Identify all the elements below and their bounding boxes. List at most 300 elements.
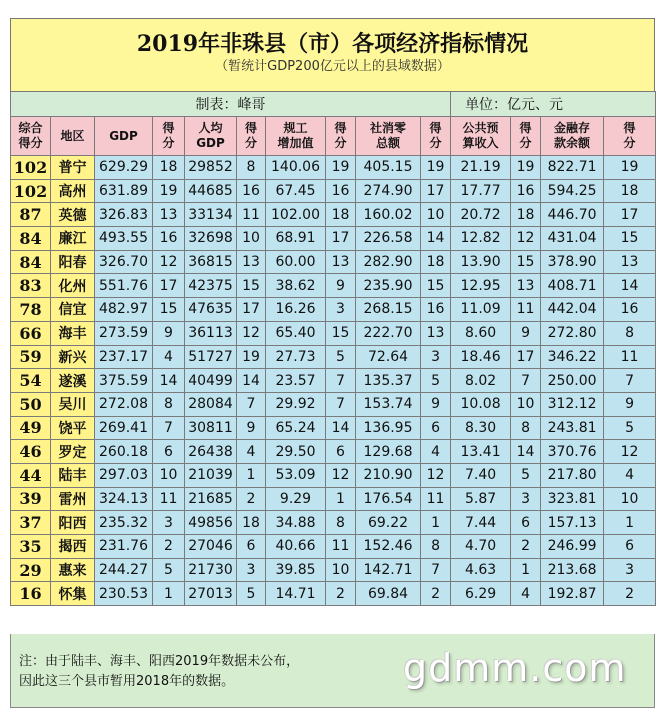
value-cell: 8.30 [451,416,511,440]
value-cell: 8 [421,535,451,559]
value-cell: 33134 [185,203,237,227]
table-row [11,369,656,393]
value-cell: 18 [153,156,185,180]
region-cell: 雷州 [51,487,95,511]
value-cell: 9 [421,392,451,416]
value-cell: 18.46 [451,345,511,369]
column-header-line: 人均 [198,121,223,135]
value-cell: 260.18 [95,440,153,464]
region-cell: 遂溪 [51,369,95,393]
column-header [604,117,656,156]
value-cell: 65.40 [266,321,326,345]
value-cell: 5 [326,345,356,369]
value-cell: 29852 [185,156,237,180]
total-score-cell: 87 [11,203,51,227]
value-cell: 49856 [185,511,237,535]
value-cell: 21.19 [451,156,511,180]
value-cell: 16 [237,179,266,203]
value-cell: 15 [421,274,451,298]
value-cell: 17.77 [451,179,511,203]
region-cell: 阳西 [51,511,95,535]
value-cell: 5 [153,558,185,582]
column-header [541,117,604,156]
value-cell: 27.73 [266,345,326,369]
value-cell: 3 [237,558,266,582]
value-cell: 14 [326,416,356,440]
value-cell: 5 [604,416,656,440]
table-row [11,535,656,559]
region-cell: 化州 [51,274,95,298]
value-cell: 244.27 [95,558,153,582]
value-cell: 23.57 [266,369,326,393]
value-cell: 235.32 [95,511,153,535]
value-cell: 7 [326,392,356,416]
value-cell: 40.66 [266,535,326,559]
value-cell: 3 [153,511,185,535]
value-cell: 7 [511,369,541,393]
value-cell: 17 [421,179,451,203]
value-cell: 17 [237,298,266,322]
value-cell: 493.55 [95,227,153,251]
value-cell: 10 [326,558,356,582]
value-cell: 16 [511,179,541,203]
value-cell: 12.95 [451,274,511,298]
table-row [11,250,656,274]
value-cell: 192.87 [541,582,604,606]
column-header-line: GDP [196,136,225,150]
value-cell: 10.08 [451,392,511,416]
value-cell: 44685 [185,179,237,203]
value-cell: 7 [237,392,266,416]
value-cell: 226.58 [356,227,421,251]
region-cell: 高州 [51,179,95,203]
total-score-cell: 83 [11,274,51,298]
value-cell: 6 [153,440,185,464]
value-cell: 326.83 [95,203,153,227]
value-cell: 51727 [185,345,237,369]
table-row [11,298,656,322]
region-cell: 饶平 [51,416,95,440]
value-cell: 346.22 [541,345,604,369]
value-cell: 28084 [185,392,237,416]
value-cell: 14 [511,440,541,464]
value-cell: 13 [153,203,185,227]
value-cell: 65.24 [266,416,326,440]
value-cell: 4 [511,582,541,606]
value-cell: 19 [153,179,185,203]
value-cell: 38.62 [266,274,326,298]
footnote-text [19,652,299,692]
value-cell: 29.92 [266,392,326,416]
value-cell: 237.17 [95,345,153,369]
value-cell: 8.02 [451,369,511,393]
value-cell: 27046 [185,535,237,559]
value-cell: 21685 [185,487,237,511]
table-row [11,463,656,487]
value-cell: 5 [237,582,266,606]
total-score-cell: 84 [11,227,51,251]
value-cell: 8 [153,392,185,416]
value-cell: 7 [153,416,185,440]
column-header-line: 分 [429,136,442,150]
value-cell: 12 [604,440,656,464]
region-cell: 罗定 [51,440,95,464]
value-cell: 217.80 [541,463,604,487]
table-row [11,227,656,251]
value-cell: 13 [511,274,541,298]
column-header-line: 分 [162,136,175,150]
total-score-cell: 54 [11,369,51,393]
value-cell: 140.06 [266,156,326,180]
table-row [11,345,656,369]
value-cell: 312.12 [541,392,604,416]
value-cell: 18 [511,203,541,227]
column-header-line: 得 [519,121,532,135]
value-cell: 631.89 [95,179,153,203]
value-cell: 32698 [185,227,237,251]
total-score-cell: 49 [11,416,51,440]
value-cell: 213.68 [541,558,604,582]
value-cell: 69.22 [356,511,421,535]
value-cell: 30811 [185,416,237,440]
value-cell: 268.15 [356,298,421,322]
column-header [185,117,237,156]
value-cell: 6 [326,440,356,464]
value-cell: 11 [237,203,266,227]
region-cell: 惠来 [51,558,95,582]
column-header-line: 增加值 [277,136,314,150]
value-cell: 69.84 [356,582,421,606]
value-cell: 6 [511,511,541,535]
column-header-line: 得 [334,121,347,135]
value-cell: 250.00 [541,369,604,393]
value-cell: 324.13 [95,487,153,511]
value-cell: 12 [326,463,356,487]
maker-label: 制表：峰哥 [11,92,451,117]
value-cell: 3 [604,558,656,582]
header-row [11,117,656,156]
value-cell: 1 [421,511,451,535]
value-cell: 9 [237,416,266,440]
value-cell: 157.13 [541,511,604,535]
table-row [11,203,656,227]
total-score-cell: 46 [11,440,51,464]
table-row [11,179,656,203]
value-cell: 13 [237,250,266,274]
value-cell: 408.71 [541,274,604,298]
value-cell: 1 [237,463,266,487]
value-cell: 152.46 [356,535,421,559]
table-row [11,416,656,440]
value-cell: 2 [326,582,356,606]
table-row [11,511,656,535]
value-cell: 297.03 [95,463,153,487]
total-score-cell: 16 [11,582,51,606]
value-cell: 274.90 [356,179,421,203]
footnote-line: 因此这三个县市暂用2018年的数据。 [19,674,235,689]
value-cell: 15 [511,250,541,274]
total-score-cell: 35 [11,535,51,559]
value-cell: 39.85 [266,558,326,582]
table-row [11,558,656,582]
meta-row [11,92,656,117]
region-cell: 怀集 [51,582,95,606]
value-cell: 2 [604,582,656,606]
sheet-title: 2019年非珠县（市）各项经济指标情况 [136,31,529,57]
value-cell: 16 [326,179,356,203]
value-cell: 378.90 [541,250,604,274]
value-cell: 16 [153,227,185,251]
value-cell: 42375 [185,274,237,298]
value-cell: 12 [237,321,266,345]
value-cell: 323.81 [541,487,604,511]
value-cell: 273.59 [95,321,153,345]
value-cell: 13 [604,250,656,274]
value-cell: 136.95 [356,416,421,440]
total-score-cell: 39 [11,487,51,511]
value-cell: 7.40 [451,463,511,487]
value-cell: 9 [511,321,541,345]
value-cell: 60.00 [266,250,326,274]
value-cell: 375.59 [95,369,153,393]
table-row [11,392,656,416]
value-cell: 5 [511,463,541,487]
table-row [11,321,656,345]
value-cell: 235.90 [356,274,421,298]
column-header-line: 得 [429,121,442,135]
column-header-line: 公共预 [462,121,499,135]
value-cell: 210.90 [356,463,421,487]
value-cell: 8 [326,511,356,535]
value-cell: 9 [326,274,356,298]
value-cell: 8 [237,156,266,180]
value-cell: 3 [326,298,356,322]
value-cell: 7 [604,369,656,393]
value-cell: 9 [604,392,656,416]
value-cell: 551.76 [95,274,153,298]
value-cell: 142.71 [356,558,421,582]
value-cell: 1 [153,582,185,606]
column-header-line: 社消零 [369,121,406,135]
value-cell: 34.88 [266,511,326,535]
value-cell: 18 [604,179,656,203]
total-score-cell: 50 [11,392,51,416]
value-cell: 594.25 [541,179,604,203]
value-cell: 7 [326,369,356,393]
value-cell: 246.99 [541,535,604,559]
value-cell: 14 [604,274,656,298]
value-cell: 14 [237,369,266,393]
value-cell: 222.70 [356,321,421,345]
region-cell: 信宜 [51,298,95,322]
column-header [153,117,185,156]
unit-label: 单位：亿元、元 [451,92,656,117]
column-header-line: 综合 [18,121,43,135]
value-cell: 135.37 [356,369,421,393]
value-cell: 10 [421,203,451,227]
value-cell: 326.70 [95,250,153,274]
value-cell: 47635 [185,298,237,322]
value-cell: 11 [511,298,541,322]
column-header-line: 分 [244,136,257,150]
value-cell: 13.41 [451,440,511,464]
column-header [421,117,451,156]
column-header-line: 得 [623,121,636,135]
value-cell: 15 [326,321,356,345]
value-cell: 11.09 [451,298,511,322]
value-cell: 3 [421,345,451,369]
column-header-line: 分 [334,136,347,150]
value-cell: 12 [153,250,185,274]
column-header-line: 得分 [18,136,43,150]
region-cell: 阳春 [51,250,95,274]
value-cell: 4.70 [451,535,511,559]
value-cell: 6 [421,416,451,440]
value-cell: 482.97 [95,298,153,322]
value-cell: 2 [421,582,451,606]
column-header [11,117,51,156]
value-cell: 10 [604,487,656,511]
value-cell: 18 [237,511,266,535]
value-cell: 4 [421,440,451,464]
value-cell: 14 [153,369,185,393]
value-cell: 19 [511,156,541,180]
value-cell: 26438 [185,440,237,464]
value-cell: 4 [153,345,185,369]
value-cell: 8.60 [451,321,511,345]
value-cell: 17 [153,274,185,298]
value-cell: 40499 [185,369,237,393]
value-cell: 272.08 [95,392,153,416]
value-cell: 230.53 [95,582,153,606]
value-cell: 8 [604,321,656,345]
value-cell: 272.80 [541,321,604,345]
value-cell: 4.63 [451,558,511,582]
value-cell: 6 [604,535,656,559]
economic-indicator-sheet [10,18,655,606]
region-cell: 吴川 [51,392,95,416]
value-cell: 9 [153,321,185,345]
column-header [356,117,421,156]
value-cell: 2 [511,535,541,559]
column-header [95,117,153,156]
value-cell: 12 [421,463,451,487]
value-cell: 2 [153,535,185,559]
region-cell: 海丰 [51,321,95,345]
value-cell: 231.76 [95,535,153,559]
value-cell: 16 [421,298,451,322]
value-cell: 370.76 [541,440,604,464]
total-score-cell: 66 [11,321,51,345]
value-cell: 269.41 [95,416,153,440]
value-cell: 1 [604,511,656,535]
column-header [511,117,541,156]
value-cell: 11 [153,487,185,511]
column-header [266,117,326,156]
value-cell: 282.90 [356,250,421,274]
value-cell: 9.29 [266,487,326,511]
value-cell: 36815 [185,250,237,274]
region-cell: 廉江 [51,227,95,251]
title-block [10,18,655,91]
column-header-line: 算收入 [462,136,499,150]
region-cell: 揭西 [51,535,95,559]
value-cell: 1 [326,487,356,511]
value-cell: 6.29 [451,582,511,606]
column-header-line: 分 [519,136,532,150]
value-cell: 442.04 [541,298,604,322]
column-header [237,117,266,156]
value-cell: 8 [511,416,541,440]
value-cell: 13 [421,321,451,345]
value-cell: 5 [421,369,451,393]
value-cell: 11 [326,535,356,559]
watermark-logo: gdmm.com [403,646,627,690]
value-cell: 16.26 [266,298,326,322]
value-cell: 10 [237,227,266,251]
value-cell: 4 [237,440,266,464]
column-header-line: 总额 [375,136,400,150]
column-header-line: GDP [109,128,138,143]
value-cell: 243.81 [541,416,604,440]
value-cell: 629.29 [95,156,153,180]
region-cell: 英德 [51,203,95,227]
column-header-line: 款余额 [554,136,591,150]
total-score-cell: 78 [11,298,51,322]
value-cell: 72.64 [356,345,421,369]
value-cell: 19 [604,156,656,180]
value-cell: 10 [511,392,541,416]
value-cell: 15 [237,274,266,298]
value-cell: 16 [604,298,656,322]
value-cell: 129.68 [356,440,421,464]
indicator-table [10,91,656,606]
table-row [11,274,656,298]
value-cell: 13.90 [451,250,511,274]
column-header-line: 分 [623,136,636,150]
value-cell: 7 [421,558,451,582]
value-cell: 14 [421,227,451,251]
value-cell: 17 [326,227,356,251]
column-header-line: 得 [162,121,175,135]
value-cell: 36113 [185,321,237,345]
total-score-cell: 59 [11,345,51,369]
value-cell: 10 [153,463,185,487]
value-cell: 20.72 [451,203,511,227]
value-cell: 18 [421,250,451,274]
value-cell: 11 [421,487,451,511]
value-cell: 18 [326,203,356,227]
column-header-line: 金融存 [554,121,591,135]
column-header-line: 得 [244,121,257,135]
value-cell: 160.02 [356,203,421,227]
value-cell: 12 [511,227,541,251]
value-cell: 3 [511,487,541,511]
region-cell: 普宁 [51,156,95,180]
value-cell: 431.04 [541,227,604,251]
total-score-cell: 44 [11,463,51,487]
value-cell: 5.87 [451,487,511,511]
table-row [11,156,656,180]
value-cell: 822.71 [541,156,604,180]
value-cell: 1 [511,558,541,582]
total-score-cell: 102 [11,179,51,203]
column-header-line: 地区 [60,128,85,143]
value-cell: 15 [153,298,185,322]
value-cell: 153.74 [356,392,421,416]
value-cell: 19 [421,156,451,180]
footnote-line: 注：由于陆丰、海丰、阳西2019年数据未公布， [19,654,300,669]
